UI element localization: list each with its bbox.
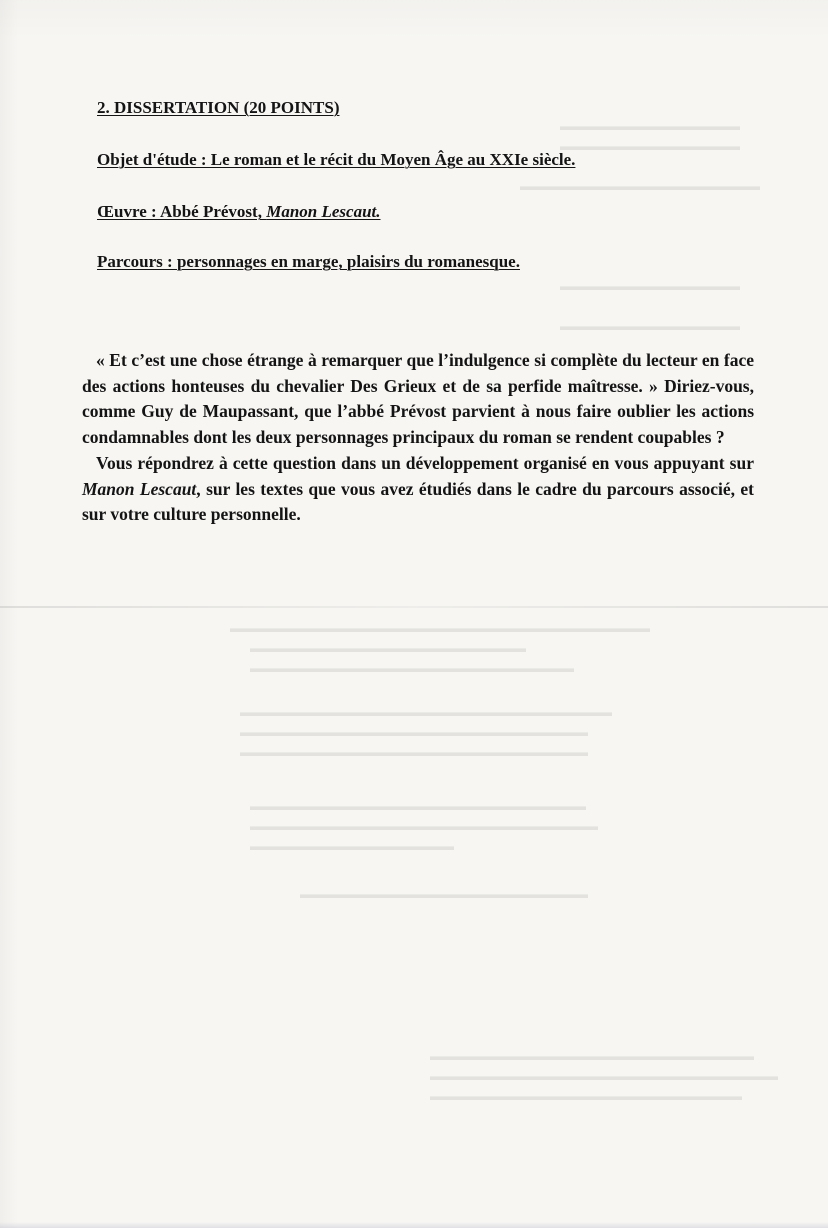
show-through-block-6: ▬▬▬▬▬▬▬▬▬▬▬▬▬▬▬▬▬▬▬▬▬▬▬▬▬▬▬▬▬▬▬▬▬▬▬ (230, 621, 650, 635)
show-through-block-17: ▬▬▬▬▬▬▬▬▬▬▬▬▬▬▬▬▬▬▬▬▬▬▬▬▬▬▬▬▬ (430, 1069, 778, 1083)
show-through-block-7: ▬▬▬▬▬▬▬▬▬▬▬▬▬▬▬▬▬▬▬▬▬▬▬ (250, 641, 526, 655)
dissertation-prompt (82, 348, 754, 528)
oeuvre-prefix: Œuvre : Abbé Prévost, (97, 202, 267, 221)
show-through-block-15: ▬▬▬▬▬▬▬▬▬▬▬▬▬▬▬▬▬▬▬▬▬▬▬▬ (300, 887, 588, 901)
show-through-block-4: ▬▬▬▬▬▬▬▬▬▬▬▬▬▬▬ (560, 279, 740, 293)
show-through-block-5: ▬▬▬▬▬▬▬▬▬▬▬▬▬▬▬ (560, 319, 740, 333)
page-bottom-edge (0, 1222, 828, 1228)
oeuvre-heading (97, 202, 381, 222)
objet-etude-heading: Objet d'étude : Le roman et le récit du Moyen Âge au XXIe siècle. (97, 150, 576, 169)
show-through-block-8: ▬▬▬▬▬▬▬▬▬▬▬▬▬▬▬▬▬▬▬▬▬▬▬▬▬▬▬ (250, 661, 574, 675)
parcours-heading: Parcours : personnages en marge, plaisirs du romanesque. (97, 252, 520, 271)
show-through-block-18: ▬▬▬▬▬▬▬▬▬▬▬▬▬▬▬▬▬▬▬▬▬▬▬▬▬▬ (430, 1089, 742, 1103)
instructions-end: , sur les textes que vous avez étudiés dans le cadre du parcours associé, et sur votre culture personnelle. (82, 478, 754, 525)
prompt-paragraph-quote: « Et c’est une chose étrange à remarquer que l’indulgence si complète du lecteur en face des actions honteuses du chevalier Des Grieux et de sa perfide maîtresse. » Diriez-vous, comme Guy de Maupassant, que l’abbé Prévost parvient à nous faire oublier les actions condamnables dont les deux personnages principaux du roman se rendent coupables ? (82, 350, 754, 448)
instructions-start: Vous répondrez à cette question dans un développement organisé en vous appuyant sur (96, 452, 754, 473)
paper-fold-line (0, 606, 828, 608)
show-through-block-14: ▬▬▬▬▬▬▬▬▬▬▬▬▬▬▬▬▬ (250, 839, 454, 853)
show-through-block-2: ▬▬▬▬▬▬▬▬▬▬▬▬▬▬▬ (560, 139, 740, 153)
show-through-block-3: ▬▬▬▬▬▬▬▬▬▬▬▬▬▬▬▬▬▬▬▬ (520, 179, 760, 193)
show-through-block-9: ▬▬▬▬▬▬▬▬▬▬▬▬▬▬▬▬▬▬▬▬▬▬▬▬▬▬▬▬▬▬▬ (240, 705, 612, 719)
show-through-block-10: ▬▬▬▬▬▬▬▬▬▬▬▬▬▬▬▬▬▬▬▬▬▬▬▬▬▬▬▬▬ (240, 725, 588, 739)
show-through-block-11: ▬▬▬▬▬▬▬▬▬▬▬▬▬▬▬▬▬▬▬▬▬▬▬▬▬▬▬▬▬ (240, 745, 588, 759)
show-through-block-12: ▬▬▬▬▬▬▬▬▬▬▬▬▬▬▬▬▬▬▬▬▬▬▬▬▬▬▬▬ (250, 799, 586, 813)
instructions-work-title: Manon Lescaut (82, 478, 197, 499)
show-through-block-16: ▬▬▬▬▬▬▬▬▬▬▬▬▬▬▬▬▬▬▬▬▬▬▬▬▬▬▬ (430, 1049, 754, 1063)
show-through-block-1: ▬▬▬▬▬▬▬▬▬▬▬▬▬▬▬ (560, 119, 740, 133)
section-heading: 2. DISSERTATION (20 POINTS) (97, 98, 340, 117)
prompt-paragraph-instructions (82, 451, 754, 528)
show-through-block-13: ▬▬▬▬▬▬▬▬▬▬▬▬▬▬▬▬▬▬▬▬▬▬▬▬▬▬▬▬▬ (250, 819, 598, 833)
oeuvre-title: Manon Lescaut. (266, 202, 381, 221)
